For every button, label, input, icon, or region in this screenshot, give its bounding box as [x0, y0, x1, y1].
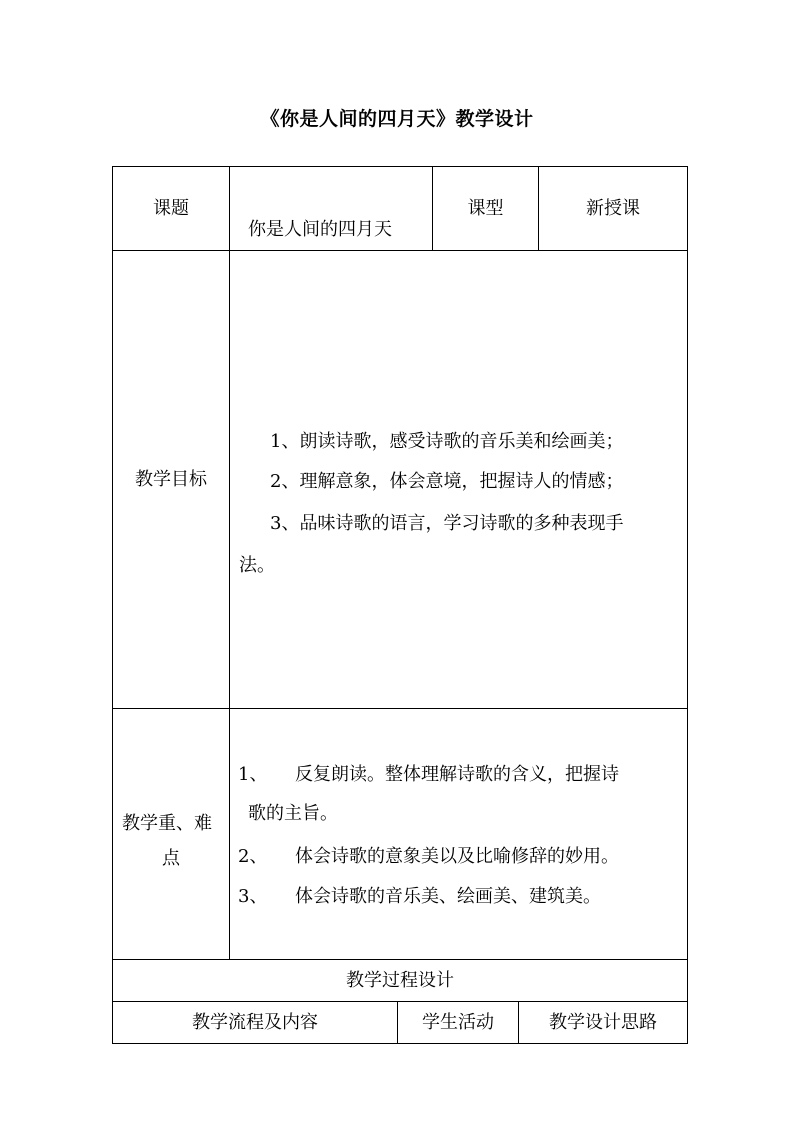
objectives-label: 教学目标	[135, 468, 207, 490]
keypoint-text-1-cont: 歌的主旨。	[248, 803, 338, 824]
type-label: 课型	[467, 197, 504, 219]
cell-topic-value	[229, 166, 433, 251]
type-value: 新授课	[586, 197, 640, 219]
cell-keypoints-label	[112, 708, 230, 960]
process-col1-label: 教学流程及内容	[192, 1011, 318, 1033]
objective-item-3: 3、品味诗歌的语言，学习诗歌的多种表现手	[270, 513, 624, 534]
keypoints-label-line2: 点	[162, 848, 180, 869]
cell-process-col2	[397, 1001, 519, 1044]
keypoint-num-3: 3、	[238, 886, 268, 907]
keypoint-text-2: 体会诗歌的意象美以及比喻修辞的妙用。	[295, 846, 619, 867]
cell-topic-label	[112, 166, 230, 251]
objective-item-1: 1、朗读诗歌，感受诗歌的音乐美和绘画美；	[270, 431, 624, 452]
process-header: 教学过程设计	[346, 969, 454, 991]
cell-process-col3	[518, 1001, 688, 1044]
keypoint-num-2: 2、	[238, 846, 268, 867]
keypoint-text-1: 反复朗读。整体理解诗歌的含义，把握诗	[295, 764, 619, 785]
cell-process-col1	[112, 1001, 398, 1044]
process-col2-label: 学生活动	[422, 1011, 494, 1033]
cell-objectives-label	[112, 250, 230, 709]
objective-item-2: 2、理解意象，体会意境，把握诗人的情感；	[270, 471, 624, 492]
cell-type-value	[538, 166, 688, 251]
topic-value: 你是人间的四月天	[248, 219, 392, 240]
keypoint-num-1: 1、	[238, 764, 268, 785]
document-title: 《你是人间的四月天》教学设计	[260, 108, 534, 130]
topic-label: 课题	[153, 197, 189, 219]
keypoint-text-3: 体会诗歌的音乐美、绘画美、建筑美。	[295, 886, 601, 907]
cell-process-header	[112, 959, 688, 1002]
cell-objectives-content	[229, 250, 688, 709]
cell-type-label	[432, 166, 539, 251]
cell-keypoints-content	[229, 708, 688, 960]
keypoints-label-line1: 教学重、难	[122, 813, 212, 834]
process-col3-label: 教学设计思路	[549, 1011, 657, 1033]
objective-item-3-cont: 法。	[239, 555, 275, 576]
